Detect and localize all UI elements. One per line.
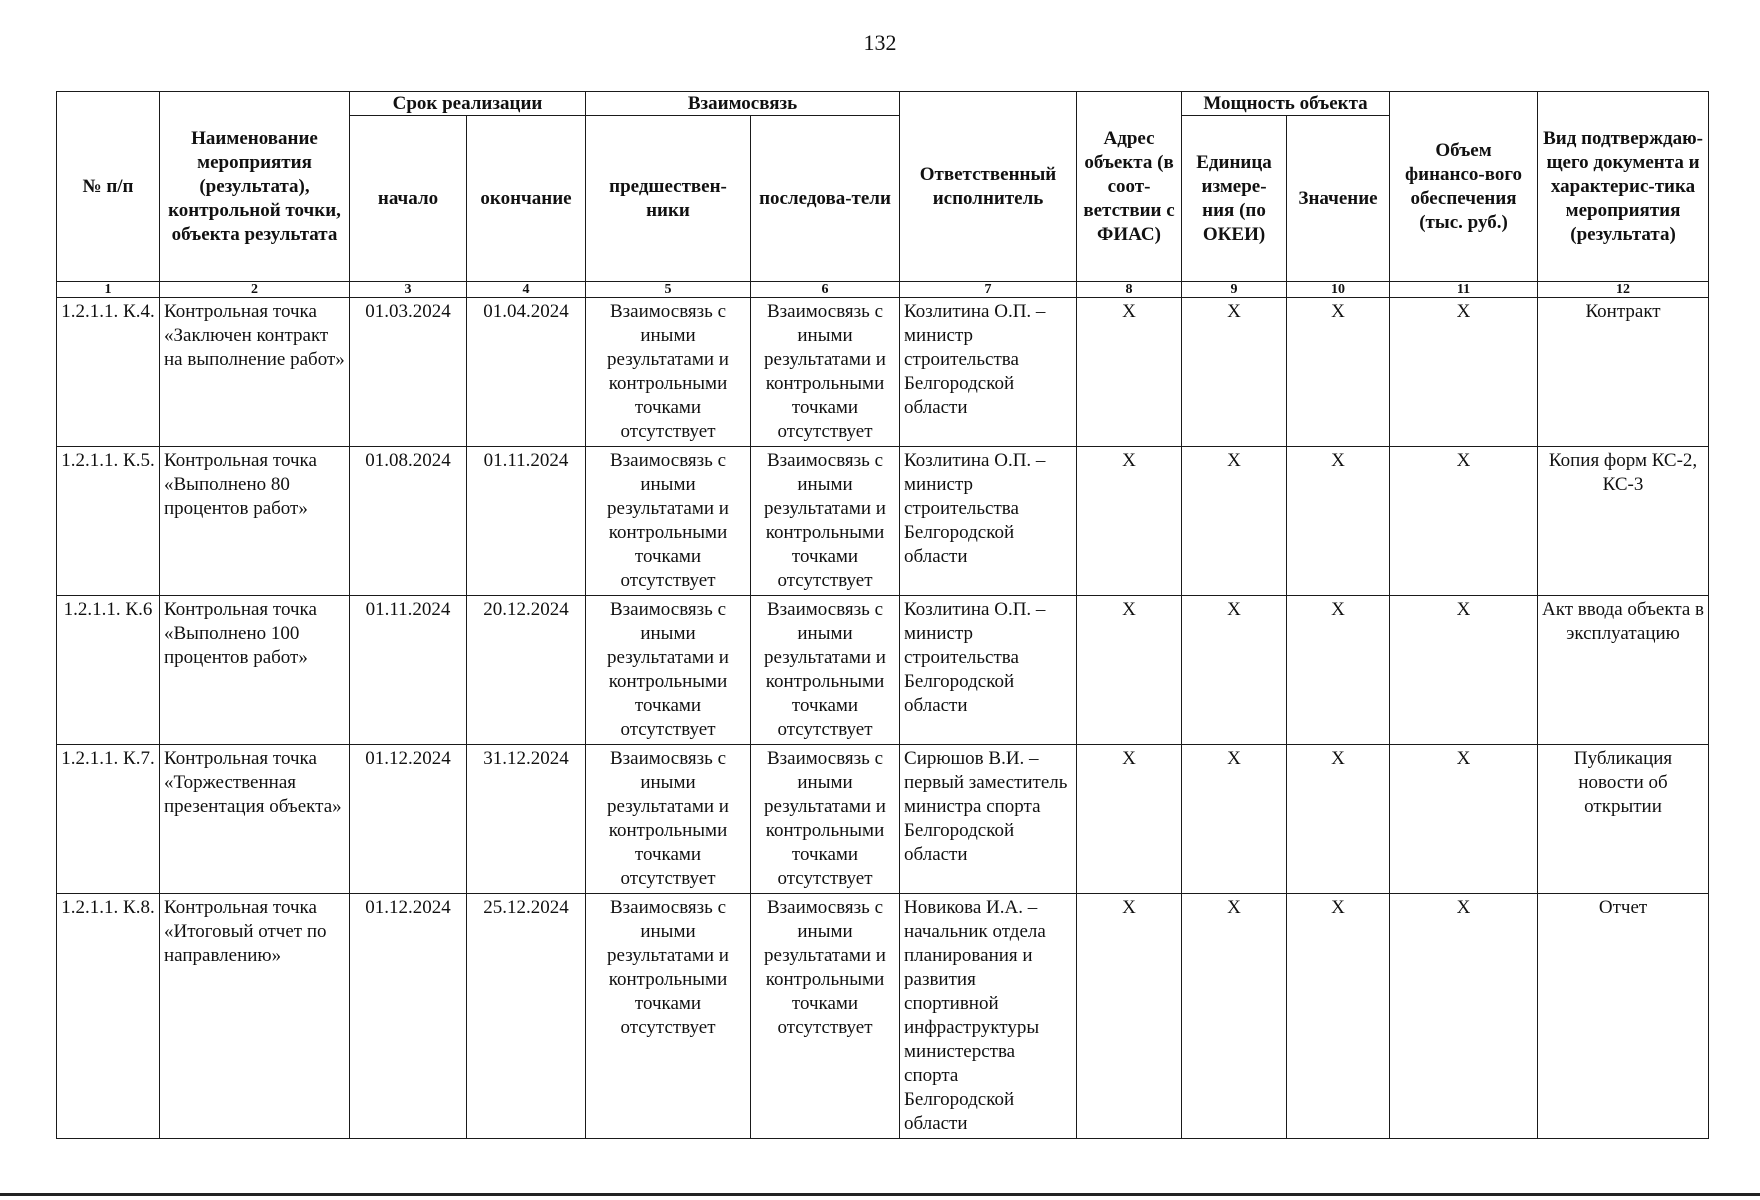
cell-address: X xyxy=(1077,298,1182,447)
column-number: 6 xyxy=(751,282,900,298)
cell-address: X xyxy=(1077,894,1182,1139)
column-number: 9 xyxy=(1182,282,1287,298)
cell-finance: X xyxy=(1390,596,1538,745)
cell-value: X xyxy=(1287,298,1390,447)
cell-responsible: Новикова И.А. – начальник отдела планирования и развития спортивной инфраструктуры министерства спорта Белгородской области xyxy=(900,894,1077,1139)
cell-address: X xyxy=(1077,596,1182,745)
cell-address: X xyxy=(1077,447,1182,596)
cell-name: Контрольная точка «Выполнено 100 процентов работ» xyxy=(160,596,350,745)
header-no: № п/п xyxy=(57,92,160,282)
cell-start: 01.12.2024 xyxy=(350,745,467,894)
cell-predecessors: Взаимосвязь с иными результатами и контрольными точками отсутствует xyxy=(586,298,751,447)
cell-successors: Взаимосвязь с иными результатами и контрольными точками отсутствует xyxy=(751,298,900,447)
header-successors: последова-тели xyxy=(751,116,900,282)
cell-name: Контрольная точка «Заключен контракт на выполнение работ» xyxy=(160,298,350,447)
column-number: 2 xyxy=(160,282,350,298)
table-row xyxy=(57,447,1709,596)
cell-value: X xyxy=(1287,745,1390,894)
cell-end: 20.12.2024 xyxy=(467,596,586,745)
table-row xyxy=(57,745,1709,894)
cell-no: 1.2.1.1. К.4. xyxy=(57,298,160,447)
column-number: 7 xyxy=(900,282,1077,298)
table-row xyxy=(57,596,1709,745)
cell-end: 25.12.2024 xyxy=(467,894,586,1139)
cell-doc: Копия форм КС-2, КС-3 xyxy=(1538,447,1709,596)
cell-predecessors: Взаимосвязь с иными результатами и контрольными точками отсутствует xyxy=(586,745,751,894)
cell-responsible: Козлитина О.П. – министр строительства Белгородской области xyxy=(900,298,1077,447)
cell-name: Контрольная точка «Итоговый отчет по направлению» xyxy=(160,894,350,1139)
cell-start: 01.08.2024 xyxy=(350,447,467,596)
cell-value: X xyxy=(1287,596,1390,745)
header-end: окончание xyxy=(467,116,586,282)
column-number-row xyxy=(57,282,1709,298)
column-number: 4 xyxy=(467,282,586,298)
cell-doc: Контракт xyxy=(1538,298,1709,447)
column-number: 1 xyxy=(57,282,160,298)
cell-successors: Взаимосвязь с иными результатами и контрольными точками отсутствует xyxy=(751,745,900,894)
cell-doc: Публикация новости об открытии xyxy=(1538,745,1709,894)
header-capacity: Мощность объекта xyxy=(1182,92,1390,116)
table-row xyxy=(57,298,1709,447)
cell-successors: Взаимосвязь с иными результатами и контрольными точками отсутствует xyxy=(751,596,900,745)
cell-unit: X xyxy=(1182,298,1287,447)
cell-name: Контрольная точка «Торжественная презентация объекта» xyxy=(160,745,350,894)
header-finance: Объем финансо-вого обеспечения (тыс. руб.) xyxy=(1390,92,1538,282)
cell-end: 01.11.2024 xyxy=(467,447,586,596)
cell-finance: X xyxy=(1390,745,1538,894)
cell-start: 01.12.2024 xyxy=(350,894,467,1139)
cell-no: 1.2.1.1. К.8. xyxy=(57,894,160,1139)
header-relation: Взаимосвязь xyxy=(586,92,900,116)
cell-responsible: Козлитина О.П. – министр строительства Белгородской области xyxy=(900,447,1077,596)
cell-no: 1.2.1.1. К.5. xyxy=(57,447,160,596)
header-name: Наименование мероприятия (результата), контрольной точки, объекта результата xyxy=(160,92,350,282)
cell-unit: X xyxy=(1182,745,1287,894)
bottom-rule xyxy=(0,1193,1760,1196)
cell-unit: X xyxy=(1182,596,1287,745)
cell-successors: Взаимосвязь с иными результатами и контрольными точками отсутствует xyxy=(751,447,900,596)
cell-doc: Отчет xyxy=(1538,894,1709,1139)
column-number: 8 xyxy=(1077,282,1182,298)
cell-finance: X xyxy=(1390,447,1538,596)
cell-predecessors: Взаимосвязь с иными результатами и контрольными точками отсутствует xyxy=(586,596,751,745)
column-number: 3 xyxy=(350,282,467,298)
cell-predecessors: Взаимосвязь с иными результатами и контрольными точками отсутствует xyxy=(586,447,751,596)
cell-responsible: Козлитина О.П. – министр строительства Белгородской области xyxy=(900,596,1077,745)
header-value: Значение xyxy=(1287,116,1390,282)
page-number: 132 xyxy=(863,30,897,55)
cell-unit: X xyxy=(1182,447,1287,596)
cell-end: 01.04.2024 xyxy=(467,298,586,447)
cell-no: 1.2.1.1. К.7. xyxy=(57,745,160,894)
cell-address: X xyxy=(1077,745,1182,894)
column-number: 10 xyxy=(1287,282,1390,298)
cell-finance: X xyxy=(1390,894,1538,1139)
header-address: Адрес объекта (в соот-ветствии с ФИАС) xyxy=(1077,92,1182,282)
header-start: начало xyxy=(350,116,467,282)
cell-start: 01.03.2024 xyxy=(350,298,467,447)
column-number: 11 xyxy=(1390,282,1538,298)
cell-value: X xyxy=(1287,447,1390,596)
column-number: 5 xyxy=(586,282,751,298)
cell-unit: X xyxy=(1182,894,1287,1139)
cell-end: 31.12.2024 xyxy=(467,745,586,894)
cell-finance: X xyxy=(1390,298,1538,447)
header-unit: Единица измере-ния (по ОКЕИ) xyxy=(1182,116,1287,282)
cell-successors: Взаимосвязь с иными результатами и контрольными точками отсутствует xyxy=(751,894,900,1139)
cell-predecessors: Взаимосвязь с иными результатами и контрольными точками отсутствует xyxy=(586,894,751,1139)
cell-responsible: Сирюшов В.И. – первый заместитель министра спорта Белгородской области xyxy=(900,745,1077,894)
table-row xyxy=(57,894,1709,1139)
cell-no: 1.2.1.1. К.6 xyxy=(57,596,160,745)
cell-name: Контрольная точка «Выполнено 80 процентов работ» xyxy=(160,447,350,596)
cell-doc: Акт ввода объекта в эксплуатацию xyxy=(1538,596,1709,745)
column-number: 12 xyxy=(1538,282,1709,298)
header-responsible: Ответственный исполнитель xyxy=(900,92,1077,282)
header-doc-type: Вид подтверждаю-щего документа и характерис-тика мероприятия (результата) xyxy=(1538,92,1709,282)
cell-start: 01.11.2024 xyxy=(350,596,467,745)
header-predecessors: предшествен-ники xyxy=(586,116,751,282)
control-points-table xyxy=(56,91,1709,1139)
header-period: Срок реализации xyxy=(350,92,586,116)
cell-value: X xyxy=(1287,894,1390,1139)
